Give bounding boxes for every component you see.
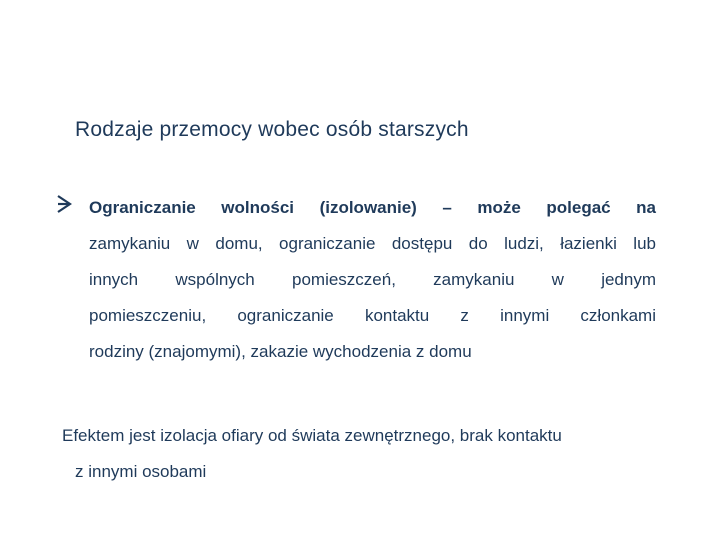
bullet-line-1: zamykaniu w domu, ograniczanie dostępu do ludzi, łazienki lub [89,234,656,253]
bullet-line-4: rodziny (znajomymi), zakazie wychodzenia z domu [89,342,472,361]
bullet-lead: Ograniczanie wolności (izolowanie) – może polegać na [89,198,656,217]
effect-line-2: z innymi osobami [75,462,207,481]
effect-paragraph [62,418,658,490]
bullet-item [56,190,656,370]
arrow-bullet-icon [56,193,72,215]
slide-title: Rodzaje przemocy wobec osób starszych [75,118,469,141]
effect-line-1: Efektem jest izolacja ofiary od świata zewnętrznego, brak kontaktu [62,426,562,445]
bullet-line-3: pomieszczeniu, ograniczanie kontaktu z innymi członkami [89,306,656,325]
bullet-line-2: innych wspólnych pomieszczeń, zamykaniu w jednym [89,270,656,289]
bullet-text [89,190,656,370]
